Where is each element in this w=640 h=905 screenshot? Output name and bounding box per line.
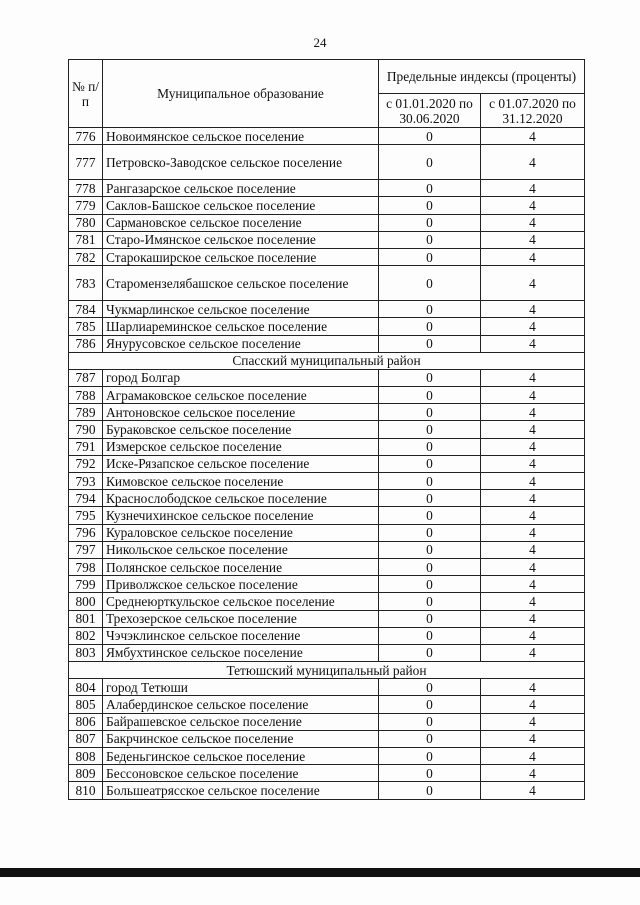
index-period-1: 0 [379, 231, 481, 248]
row-number: 803 [69, 644, 103, 661]
table-row [69, 455, 585, 472]
municipality-name: Иске-Рязапское сельское поселение [103, 455, 379, 472]
row-number: 806 [69, 713, 103, 730]
row-number: 781 [69, 231, 103, 248]
row-number: 807 [69, 730, 103, 747]
municipality-name: Байрашевское сельское поселение [103, 713, 379, 730]
municipality-name: Полянское сельское поселение [103, 558, 379, 575]
row-number: 793 [69, 473, 103, 490]
index-period-1: 0 [379, 576, 481, 593]
header-limit-indices: Предельные индексы (проценты) [379, 60, 585, 94]
municipality-name: Старокаширское сельское поселение [103, 248, 379, 265]
table-row [69, 576, 585, 593]
table-row [69, 696, 585, 713]
municipality-name: Кимовское сельское поселение [103, 473, 379, 490]
index-period-2: 4 [481, 576, 585, 593]
index-period-2: 4 [481, 387, 585, 404]
index-period-2: 4 [481, 421, 585, 438]
district-header-row [69, 352, 585, 369]
row-number: 786 [69, 335, 103, 352]
table-row [69, 782, 585, 799]
indices-table [68, 59, 585, 800]
municipality-name: Никольское сельское поселение [103, 541, 379, 558]
index-period-2: 4 [481, 524, 585, 541]
table-row [69, 490, 585, 507]
page-number: 24 [313, 35, 327, 50]
index-period-1: 0 [379, 490, 481, 507]
index-period-1: 0 [379, 713, 481, 730]
municipality-name: Янурусовское сельское поселение [103, 335, 379, 352]
index-period-1: 0 [379, 180, 481, 197]
index-period-1: 0 [379, 644, 481, 661]
table-row [69, 128, 585, 145]
municipality-name: Сармановское сельское поселение [103, 214, 379, 231]
municipality-name: Чэчэклинское сельское поселение [103, 627, 379, 644]
table-row [69, 180, 585, 197]
row-number: 810 [69, 782, 103, 799]
row-number: 795 [69, 507, 103, 524]
table-row [69, 473, 585, 490]
index-period-2: 4 [481, 214, 585, 231]
row-number: 809 [69, 765, 103, 782]
header-period-1: с 01.01.2020 по 30.06.2020 [379, 94, 481, 128]
table-row [69, 541, 585, 558]
index-period-2: 4 [481, 782, 585, 799]
table-row [69, 644, 585, 661]
municipality-name: Измерское сельское поселение [103, 438, 379, 455]
table-row [69, 231, 585, 248]
index-period-1: 0 [379, 335, 481, 352]
index-period-2: 4 [481, 404, 585, 421]
index-period-2: 4 [481, 438, 585, 455]
index-period-1: 0 [379, 679, 481, 696]
index-period-1: 0 [379, 765, 481, 782]
municipality-name: Трехозерское сельское поселение [103, 610, 379, 627]
index-period-2: 4 [481, 507, 585, 524]
row-number: 779 [69, 197, 103, 214]
municipality-name: Ямбухтинское сельское поселение [103, 644, 379, 661]
header-number: № п/п [69, 60, 103, 128]
municipality-name: Бессоновское сельское поселение [103, 765, 379, 782]
index-period-1: 0 [379, 541, 481, 558]
table-row [69, 765, 585, 782]
row-number: 790 [69, 421, 103, 438]
index-period-1: 0 [379, 197, 481, 214]
index-period-1: 0 [379, 145, 481, 180]
table-row [69, 730, 585, 747]
index-period-1: 0 [379, 128, 481, 145]
row-number: 783 [69, 266, 103, 301]
index-period-1: 0 [379, 730, 481, 747]
table-row [69, 627, 585, 644]
municipality-name: Бураковское сельское поселение [103, 421, 379, 438]
row-number: 799 [69, 576, 103, 593]
municipality-name: Бакрчинское сельское поселение [103, 730, 379, 747]
table-row [69, 421, 585, 438]
index-period-2: 4 [481, 231, 585, 248]
municipality-name: Кузнечихинское сельское поселение [103, 507, 379, 524]
table-row [69, 197, 585, 214]
index-period-2: 4 [481, 301, 585, 318]
row-number: 801 [69, 610, 103, 627]
index-period-1: 0 [379, 266, 481, 301]
index-period-2: 4 [481, 335, 585, 352]
index-period-1: 0 [379, 214, 481, 231]
row-number: 794 [69, 490, 103, 507]
index-period-1: 0 [379, 748, 481, 765]
index-period-2: 4 [481, 455, 585, 472]
municipality-name: Чукмарлинское сельское поселение [103, 301, 379, 318]
index-period-2: 4 [481, 490, 585, 507]
index-period-2: 4 [481, 679, 585, 696]
index-period-1: 0 [379, 387, 481, 404]
index-period-2: 4 [481, 369, 585, 386]
municipality-name: Петровско-Заводское сельское поселение [103, 145, 379, 180]
district-header-row [69, 662, 585, 679]
scan-edge-bar [0, 868, 640, 877]
row-number: 802 [69, 627, 103, 644]
index-period-1: 0 [379, 696, 481, 713]
index-period-1: 0 [379, 473, 481, 490]
row-number: 804 [69, 679, 103, 696]
row-number: 797 [69, 541, 103, 558]
index-period-2: 4 [481, 730, 585, 747]
municipality-name: Старо-Имянское сельское поселение [103, 231, 379, 248]
index-period-1: 0 [379, 404, 481, 421]
index-period-1: 0 [379, 301, 481, 318]
index-period-1: 0 [379, 593, 481, 610]
row-number: 784 [69, 301, 103, 318]
row-number: 800 [69, 593, 103, 610]
row-number: 798 [69, 558, 103, 575]
index-period-1: 0 [379, 318, 481, 335]
table-row [69, 748, 585, 765]
table-body [69, 128, 585, 800]
row-number: 785 [69, 318, 103, 335]
index-period-1: 0 [379, 369, 481, 386]
index-period-2: 4 [481, 593, 585, 610]
table-row [69, 248, 585, 265]
index-period-2: 4 [481, 610, 585, 627]
header-municipality: Муниципальное образование [103, 60, 379, 128]
index-period-2: 4 [481, 197, 585, 214]
index-period-1: 0 [379, 421, 481, 438]
row-number: 805 [69, 696, 103, 713]
index-period-2: 4 [481, 145, 585, 180]
index-period-1: 0 [379, 610, 481, 627]
table-row [69, 404, 585, 421]
table-row [69, 610, 585, 627]
index-period-1: 0 [379, 558, 481, 575]
index-period-2: 4 [481, 558, 585, 575]
district-name: Тетюшский муниципальный район [69, 662, 585, 679]
row-number: 778 [69, 180, 103, 197]
row-number: 789 [69, 404, 103, 421]
row-number: 791 [69, 438, 103, 455]
district-name: Спасский муниципальный район [69, 352, 585, 369]
table-row [69, 713, 585, 730]
municipality-name: Шарлиареминское сельское поселение [103, 318, 379, 335]
table-row [69, 679, 585, 696]
header-period-2: с 01.07.2020 по 31.12.2020 [481, 94, 585, 128]
index-period-1: 0 [379, 782, 481, 799]
table-row [69, 369, 585, 386]
table-row [69, 318, 585, 335]
row-number: 782 [69, 248, 103, 265]
table-row [69, 266, 585, 301]
index-period-2: 4 [481, 696, 585, 713]
municipality-name: Приволжское сельское поселение [103, 576, 379, 593]
municipality-name: Старомензелябашское сельское поселение [103, 266, 379, 301]
index-period-2: 4 [481, 644, 585, 661]
table-row [69, 507, 585, 524]
table-row [69, 438, 585, 455]
index-period-2: 4 [481, 473, 585, 490]
municipality-name: Аграмаковское сельское поселение [103, 387, 379, 404]
index-period-1: 0 [379, 455, 481, 472]
municipality-name: Антоновское сельское поселение [103, 404, 379, 421]
municipality-name: Краснослободское сельское поселение [103, 490, 379, 507]
row-number: 777 [69, 145, 103, 180]
index-period-2: 4 [481, 318, 585, 335]
table-row [69, 145, 585, 180]
municipality-name: Среднеюрткульское сельское поселение [103, 593, 379, 610]
table-row [69, 301, 585, 318]
row-number: 788 [69, 387, 103, 404]
index-period-2: 4 [481, 765, 585, 782]
municipality-name: Новоимянское сельское поселение [103, 128, 379, 145]
index-period-2: 4 [481, 627, 585, 644]
row-number: 780 [69, 214, 103, 231]
index-period-1: 0 [379, 627, 481, 644]
index-period-2: 4 [481, 248, 585, 265]
row-number: 796 [69, 524, 103, 541]
index-period-1: 0 [379, 438, 481, 455]
municipality-name: Рангазарское сельское поселение [103, 180, 379, 197]
index-period-2: 4 [481, 266, 585, 301]
index-period-1: 0 [379, 248, 481, 265]
municipality-name: город Болгар [103, 369, 379, 386]
table-row [69, 387, 585, 404]
table-row [69, 593, 585, 610]
row-number: 776 [69, 128, 103, 145]
index-period-1: 0 [379, 507, 481, 524]
municipality-name: Кураловское сельское поселение [103, 524, 379, 541]
index-period-2: 4 [481, 748, 585, 765]
table-row [69, 524, 585, 541]
municipality-name: город Тетюши [103, 679, 379, 696]
table-row [69, 558, 585, 575]
row-number: 787 [69, 369, 103, 386]
index-period-2: 4 [481, 541, 585, 558]
row-number: 808 [69, 748, 103, 765]
table-row [69, 335, 585, 352]
row-number: 792 [69, 455, 103, 472]
index-period-1: 0 [379, 524, 481, 541]
municipality-name: Большеатрясское сельское поселение [103, 782, 379, 799]
municipality-name: Саклов-Башское сельское поселение [103, 197, 379, 214]
index-period-2: 4 [481, 180, 585, 197]
table-row [69, 214, 585, 231]
index-period-2: 4 [481, 128, 585, 145]
municipality-name: Алабердинское сельское поселение [103, 696, 379, 713]
municipality-name: Беденьгинское сельское поселение [103, 748, 379, 765]
index-period-2: 4 [481, 713, 585, 730]
